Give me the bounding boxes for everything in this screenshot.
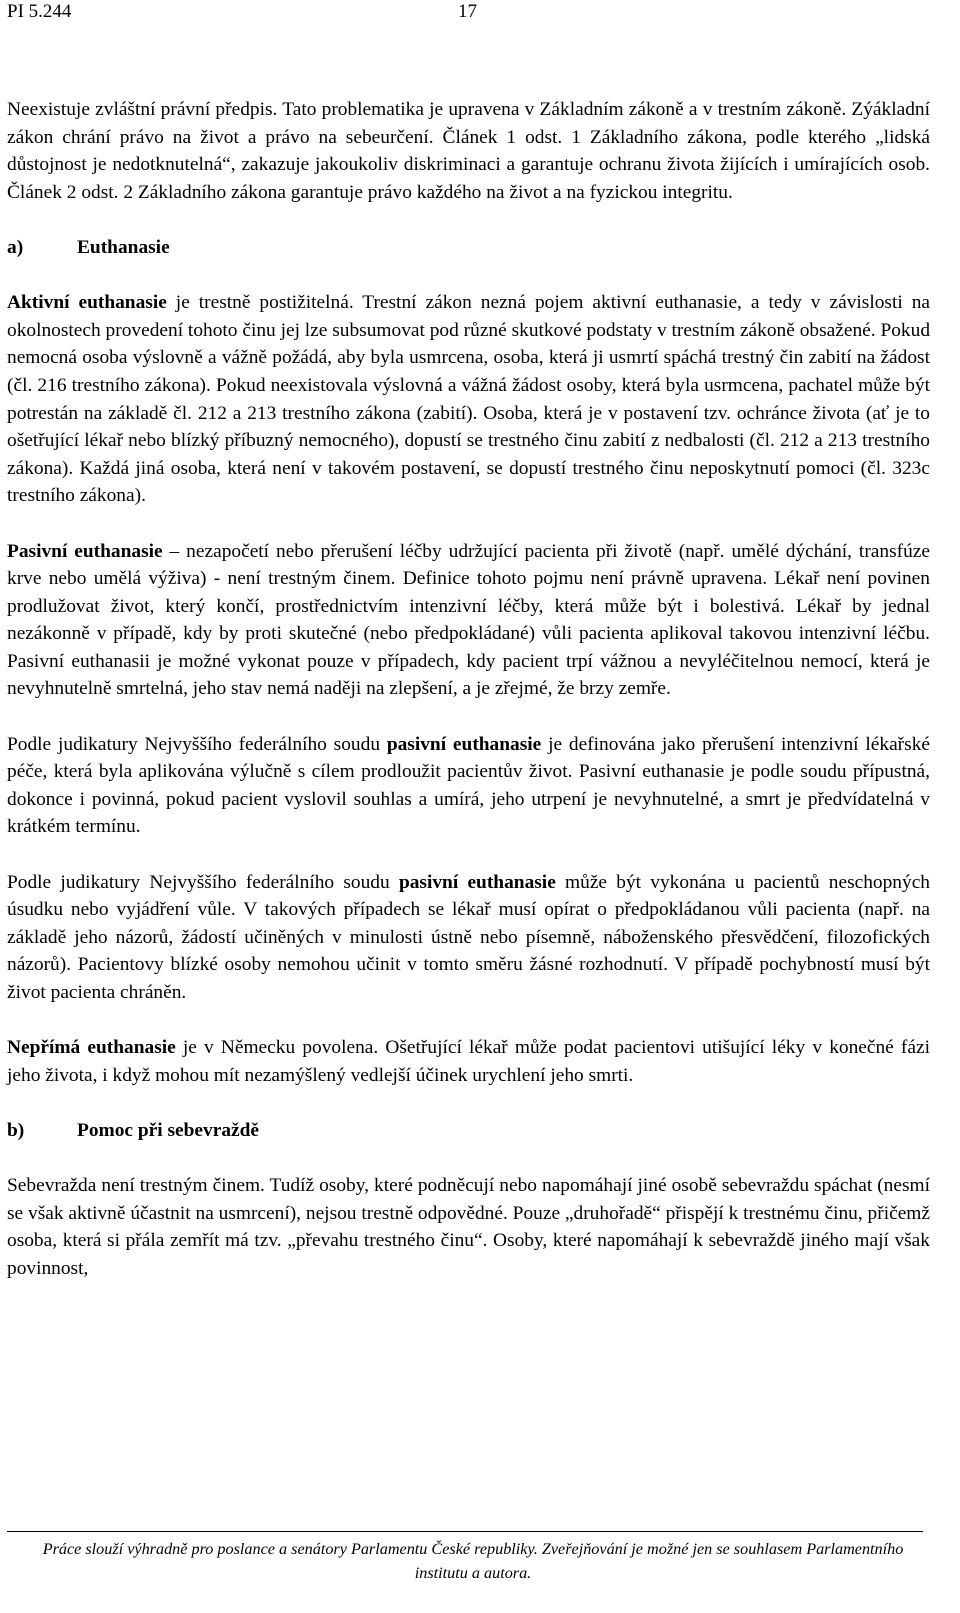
- section-a-heading: [7, 234, 930, 262]
- court-ruling-paragraph-2: [7, 869, 930, 1007]
- section-a-letter: a): [7, 236, 24, 258]
- passive-euthanasia-text: – nezapočetí nebo přerušení léčby udržující pacienta při životě (např. umělé dýchání, transfúze krve nebo umělá výživa) - není trestným činem. Definice tohoto pojmu není právně upravena. Lékař není povinen prodlužovat život, který končí, prostřednictvím intenzivní léčby, která může být i bolestivá. Lékař by jednal nezákonně v případě, kdy by proti skutečné (nebo předpokládané) vůli pacienta aplikoval takovou intenzivní léčbu. Pasivní euthanasii je možné vykonat pouze v případech, kdy pacient trpí vážnou a nevyléčitelnou nemocí, která je nevyhnutelně smrtelná, jeho stav nemá naději na zlepšení, a je zřejmé, že brzy zemře.: [7, 540, 930, 700]
- footer-divider: [7, 1531, 923, 1532]
- page-number: 17: [458, 1, 477, 22]
- court-ruling-1-intro: Podle judikatury Nejvyššího federálního soudu: [7, 733, 387, 755]
- indirect-euthanasia-text: je v Německu povolena. Ošetřující lékař může podat pacientovi utišující léky v konečné fázi jeho života, i když mohou mít nezamýšlený vedlejší účinek urychlení jeho smrti.: [7, 1037, 930, 1086]
- indirect-euthanasia-term: Nepřímá euthanasie: [7, 1037, 176, 1059]
- page-header: [7, 0, 487, 28]
- document-body: [7, 96, 930, 1283]
- section-b-title: Pomoc při sebevraždě: [77, 1119, 260, 1141]
- active-euthanasia-text: je trestně postižitelná. Trestní zákon nezná pojem aktivní euthanasie, a tedy v závislosti na okolnostech provedení tohoto činu jej lze subsumovat pod různé skutkové podstaty v trestním zákoně obsažené. Pokud nemocná osoba výslovně a vážně požádá, aby byla usmrcena, osoba, která ji usmrtí spáchá trestný čin zabití na žádost (čl. 216 trestního zákona). Pokud neexistovala výslovná a vážná žádost osoby, která byla usrmcena, pachatel může být potrestán na základě čl. 212 a 213 trestního zákona (zabití). Osoba, která je v postavení tzv. ochránce života (ať je to ošetřující lékař nebo blízký příbuzný nemocného), dopustí se trestného činu zabití z nedbalosti (čl. 212 a 213 trestního zákona). Každá jiná osoba, která není v takovém postavení, se dopustí trestného činu neposkytnutí pomoci (čl. 323c trestního zákona).: [7, 292, 931, 507]
- section-b-letter: b): [7, 1119, 25, 1141]
- passive-euthanasia-term: Pasivní euthanasie: [7, 540, 163, 562]
- section-b-heading: [7, 1117, 930, 1145]
- court-ruling-paragraph-1: [7, 731, 930, 841]
- active-euthanasia-term: Aktivní euthanasie: [7, 292, 167, 314]
- active-euthanasia-paragraph: [7, 289, 930, 510]
- court-ruling-2-text: může být vykonána u pacientů neschopných úsudku nebo vyjádření vůle. V takových případech se lékař musí opírat o předpokládanou vůli pacienta (např. na základě jeho názorů, žádostí učiněných v minulosti ústně nebo písemně, náboženského přesvědčení, filozofických názorů). Pacientovy blízké osoby nemohou učinit v tomto směru žásné rozhodnutí. V případě pochybností musí být život pacienta chráněn.: [7, 871, 930, 1003]
- document-code: PI 5.244: [7, 1, 72, 22]
- court-ruling-2-intro: Podle judikatury Nejvyššího federálního soudu: [7, 871, 399, 893]
- indirect-euthanasia-paragraph: [7, 1034, 930, 1089]
- footer-disclaimer: Práce slouží výhradně pro poslance a senátory Parlamentu České republiky. Zveřejňování je možné jen se souhlasem Parlamentního institutu a autora.: [42, 1540, 904, 1582]
- section-a-title: Euthanasie: [77, 236, 170, 258]
- intro-paragraph: Neexistuje zvláštní právní předpis. Tato problematika je upravena v Základním zákoně a v trestním zákoně. Zýákladní zákon chrání právo na život a právo na sebeurčení. Článek 1 odst. 1 Základního zákona, podle kterého „lidská důstojnost je nedotknutelná“, zakazuje jakoukoliv diskriminaci a garantuje ochranu života žijících i umírajících osob. Článek 2 odst. 2 Základního zákona garantuje právo každého na život a na fyzickou integritu.: [7, 99, 930, 203]
- page-footer: [0, 1531, 960, 1585]
- assisted-suicide-paragraph: Sebevražda není trestným činem. Tudíž osoby, které podněcují nebo napomáhají jiné osobě sebevraždu spáchat (nesmí se však aktivně účastnit na usmrcení), nejsou trestně odpovědné. Pouze „druhořadě“ přispějí k trestnému činu, přičemž osoba, která si přála zemřít má tzv. „převahu trestného činu“. Osoby, které napomáhají k sebevraždě jiného mají však povinnost,: [7, 1175, 930, 1279]
- court-ruling-2-term: pasivní euthanasie: [398, 871, 556, 893]
- court-ruling-1-text: je definována jako přerušení intenzivní lékařské péče, která byla aplikována výlučně s cílem prodloužit pacientův život. Pasivní euthanasie je podle soudu přípustná, dokonce i povinná, pokud pacient vyslovil souhlas a umírá, jeho utrpení je nevyhnutelné, a smrt je předvídatelná v krátkém termínu.: [7, 733, 930, 838]
- passive-euthanasia-paragraph: [7, 538, 930, 704]
- court-ruling-1-term: pasivní euthanasie: [386, 733, 542, 755]
